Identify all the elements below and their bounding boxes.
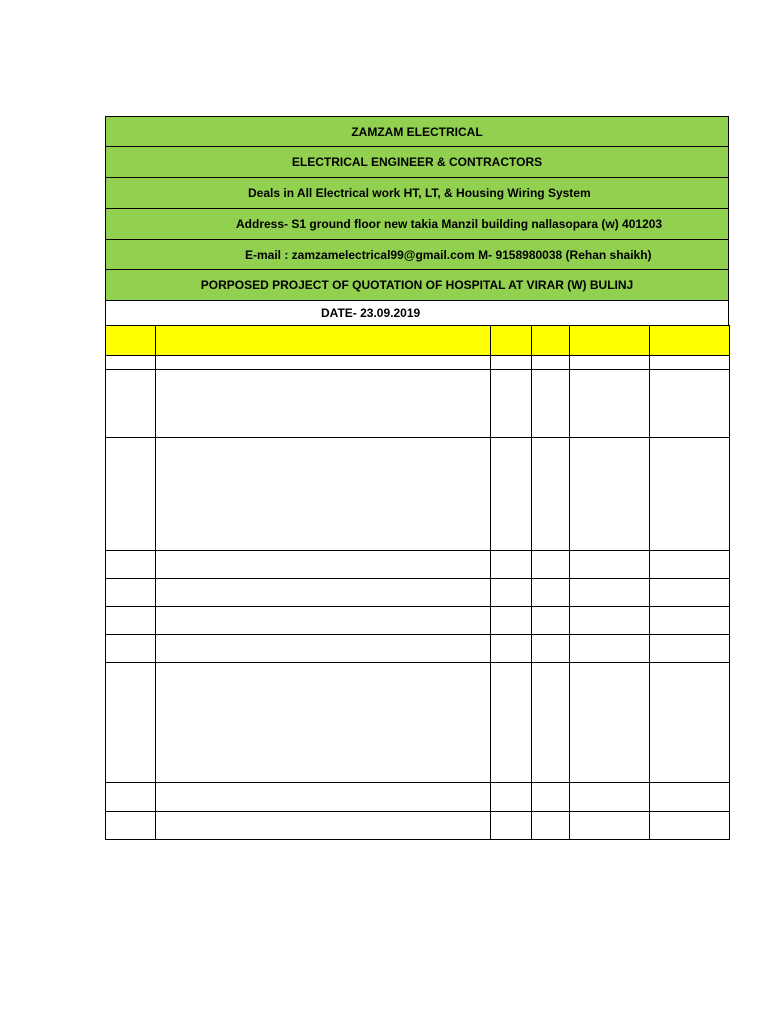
table-cell — [532, 551, 570, 579]
contact-text: E-mail : zamzamelectrical99@gmail.com M- 9158980038 (Rehan shaikh) — [245, 247, 652, 262]
table-cell — [532, 356, 570, 370]
table-cell — [106, 812, 156, 840]
table-cell — [106, 579, 156, 607]
table-cell — [106, 356, 156, 370]
table-cell — [650, 579, 730, 607]
table-cell — [650, 607, 730, 635]
column-header — [532, 326, 570, 356]
table-cell — [532, 607, 570, 635]
column-header — [491, 326, 532, 356]
table-cell — [570, 663, 650, 783]
address-text: Address- S1 ground floor new takia Manzil building nallasopara (w) 401203 — [236, 217, 663, 231]
table-cell — [650, 635, 730, 663]
table-cell — [156, 370, 491, 438]
table-cell — [650, 663, 730, 783]
table-cell — [106, 607, 156, 635]
quotation-table — [105, 325, 730, 840]
table-cell — [532, 663, 570, 783]
table-row — [106, 551, 730, 579]
table-cell — [491, 579, 532, 607]
table-row — [106, 783, 730, 812]
table-cell — [156, 635, 491, 663]
column-header-row — [106, 326, 730, 356]
table-cell — [156, 579, 491, 607]
table-cell — [156, 783, 491, 812]
table-cell — [570, 438, 650, 551]
table-cell — [650, 783, 730, 812]
table-cell — [156, 607, 491, 635]
table-cell — [156, 663, 491, 783]
table-cell — [650, 551, 730, 579]
table-row — [106, 607, 730, 635]
table-cell — [106, 370, 156, 438]
table-cell — [570, 783, 650, 812]
tagline-row — [105, 147, 729, 178]
table-cell — [491, 438, 532, 551]
table-cell — [491, 370, 532, 438]
table-cell — [491, 663, 532, 783]
column-header — [570, 326, 650, 356]
table-cell — [491, 783, 532, 812]
company-name: ZAMZAM ELECTRICAL — [351, 124, 483, 139]
table-cell — [532, 579, 570, 607]
table-cell — [156, 551, 491, 579]
company-name-row — [105, 116, 729, 147]
table-cell — [106, 551, 156, 579]
quotation-sheet — [105, 116, 729, 840]
table-cell — [570, 579, 650, 607]
table-row — [106, 356, 730, 370]
table-cell — [106, 635, 156, 663]
table-row — [106, 438, 730, 551]
table-cell — [106, 663, 156, 783]
table-cell — [570, 370, 650, 438]
table-row — [106, 579, 730, 607]
table-cell — [650, 438, 730, 551]
table-cell — [570, 607, 650, 635]
table-cell — [532, 783, 570, 812]
table-cell — [491, 356, 532, 370]
table-cell — [532, 812, 570, 840]
table-cell — [106, 438, 156, 551]
table-cell — [491, 551, 532, 579]
quotation-date: DATE- 23.09.2019 — [321, 306, 421, 320]
table-row — [106, 812, 730, 840]
services-text: Deals in All Electrical work HT, LT, & Housing Wiring System — [248, 186, 591, 200]
table-cell — [491, 812, 532, 840]
table-cell — [650, 356, 730, 370]
table-cell — [650, 370, 730, 438]
table-cell — [106, 783, 156, 812]
company-tagline: ELECTRICAL ENGINEER & CONTRACTORS — [291, 155, 543, 169]
table-cell — [570, 635, 650, 663]
table-cell — [570, 812, 650, 840]
table-cell — [532, 635, 570, 663]
table-row — [106, 370, 730, 438]
table-cell — [156, 356, 491, 370]
project-title: PORPOSED PROJECT OF QUOTATION OF HOSPITAL AT VIRAR (W) BULINJ — [200, 278, 634, 292]
column-header — [156, 326, 491, 356]
address-row — [105, 209, 729, 240]
services-row — [105, 178, 729, 209]
table-cell — [650, 812, 730, 840]
table-cell — [570, 356, 650, 370]
table-cell — [491, 607, 532, 635]
contact-row — [105, 240, 729, 270]
table-row — [106, 663, 730, 783]
column-header — [106, 326, 156, 356]
table-cell — [156, 812, 491, 840]
table-cell — [491, 635, 532, 663]
table-cell — [570, 551, 650, 579]
project-row — [105, 270, 729, 301]
table-cell — [532, 438, 570, 551]
table-row — [106, 635, 730, 663]
column-header — [650, 326, 730, 356]
table-cell — [532, 370, 570, 438]
table-cell — [156, 438, 491, 551]
date-row — [105, 301, 729, 325]
